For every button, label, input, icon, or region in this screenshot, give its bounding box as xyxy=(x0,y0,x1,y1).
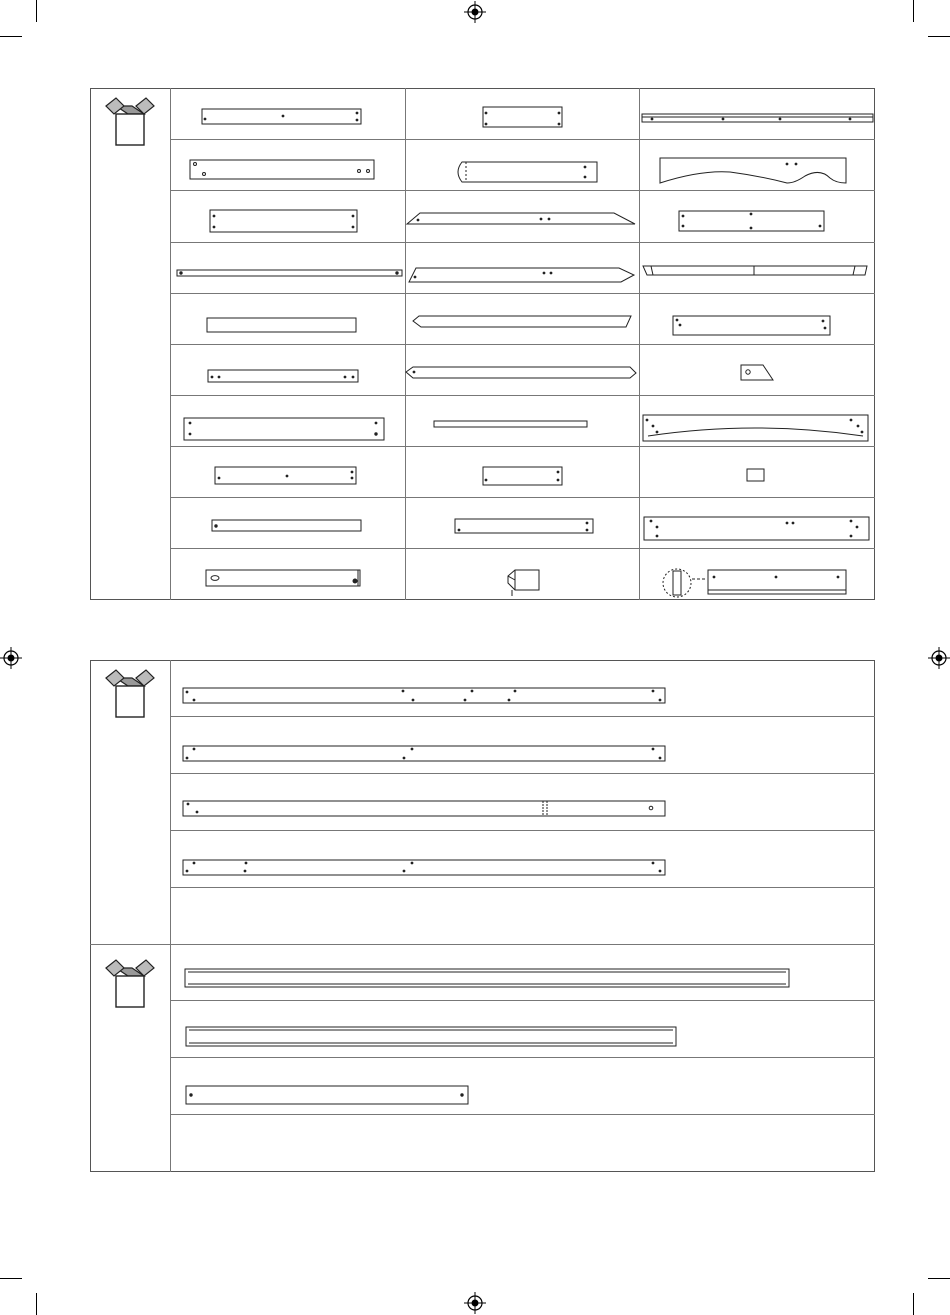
crop-mark xyxy=(928,1278,950,1279)
part-drawing xyxy=(741,365,773,380)
part-drawing xyxy=(183,746,665,761)
parts-drawings xyxy=(0,0,950,620)
registration-mark-icon xyxy=(464,1292,486,1314)
part-drawing xyxy=(663,569,846,597)
crop-mark xyxy=(913,1293,914,1315)
part-drawing xyxy=(208,370,358,382)
part-drawing xyxy=(184,418,384,440)
part-drawing xyxy=(642,114,873,122)
part-drawing xyxy=(207,318,356,332)
part-drawing xyxy=(458,162,597,182)
crop-mark xyxy=(0,1278,22,1279)
part-drawing xyxy=(183,860,665,875)
part-drawing xyxy=(212,520,361,531)
part-drawing xyxy=(186,1027,676,1046)
part-drawing xyxy=(660,158,846,183)
part-drawing xyxy=(455,519,593,533)
part-drawing xyxy=(508,570,539,596)
part-drawing xyxy=(413,316,631,327)
crop-mark xyxy=(36,1293,37,1315)
part-drawing xyxy=(202,109,361,124)
part-drawing xyxy=(190,160,374,179)
part-drawing xyxy=(183,801,665,816)
part-drawing xyxy=(673,316,830,335)
part-drawing xyxy=(747,469,764,481)
part-drawing xyxy=(409,268,634,282)
part-drawing xyxy=(185,969,789,987)
part-drawing xyxy=(643,266,867,275)
part-drawing xyxy=(206,570,360,586)
part-drawing xyxy=(483,107,562,127)
part-drawing xyxy=(177,270,402,276)
part-drawing xyxy=(407,213,635,224)
part-drawing xyxy=(679,211,824,231)
part-drawing xyxy=(210,210,357,232)
part-drawing xyxy=(483,467,562,485)
part-drawing xyxy=(644,517,869,540)
part-drawing xyxy=(434,421,587,427)
part-drawing xyxy=(643,415,868,441)
long-panel-drawings xyxy=(0,640,950,1200)
part-drawing xyxy=(215,467,356,484)
part-drawing xyxy=(183,688,665,703)
part-drawing xyxy=(186,1086,468,1104)
part-drawing xyxy=(406,367,636,378)
